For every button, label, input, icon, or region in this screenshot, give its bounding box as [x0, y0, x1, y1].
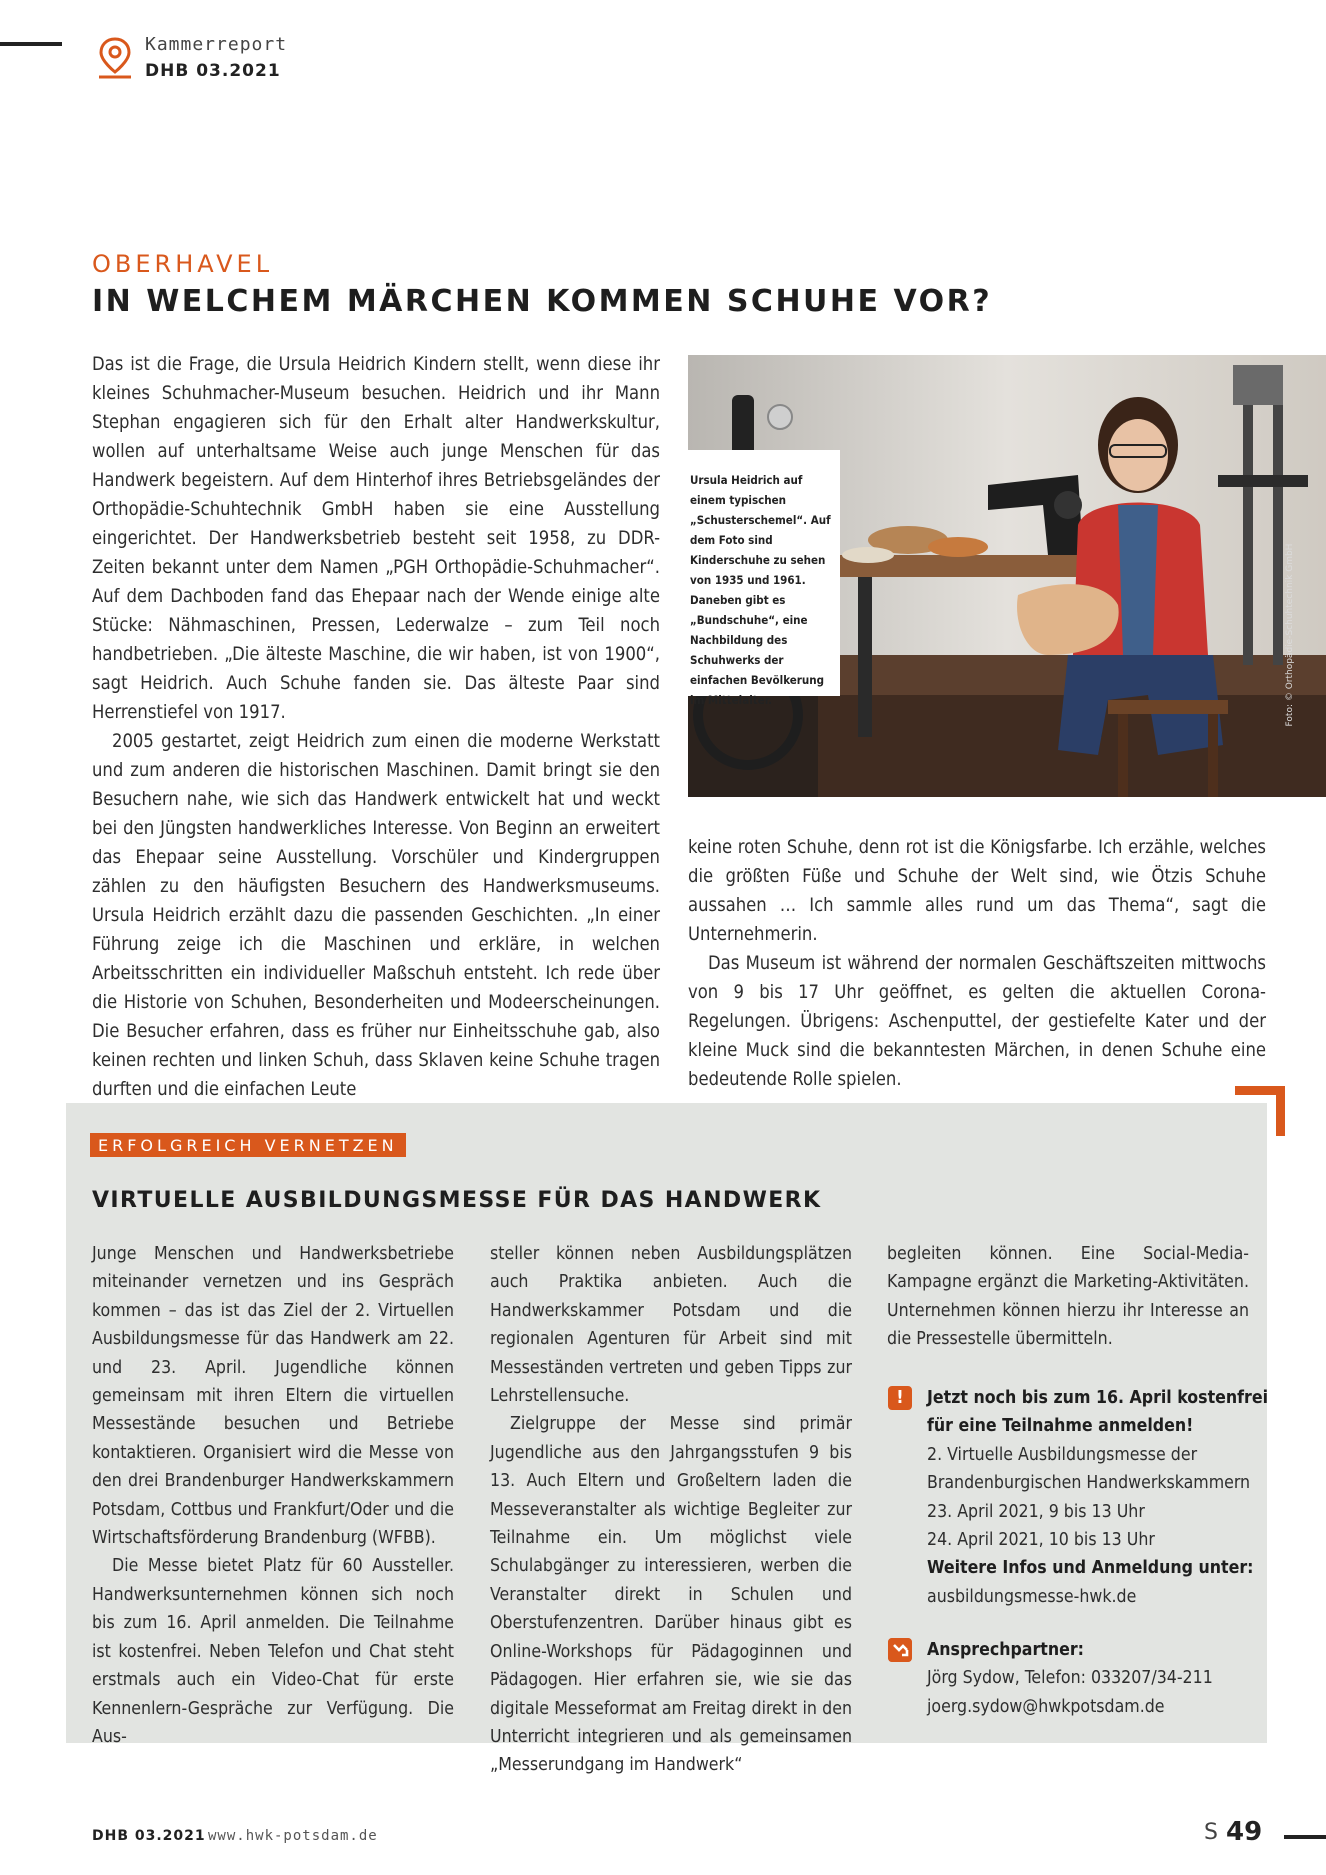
contact-info	[887, 1636, 1247, 1721]
article-paragraph: 2005 gestartet, zeigt Heidrich zum einen die moderne Werkstatt und zum anderen die historischen Maschinen. Damit bringt sie den Besuchern nahe, wie sich das Handwerk entwickelt hat und weckt bei den Jüngsten handwerkliches Interesse. Von Beginn an erweitert das Ehepaar seine Ausstellung. Vorschüler und Kindergruppen zählen zu den häufigsten Besuchern des Handwerksmuseums. Ursula Heidrich erzählt dazu die passenden Geschichten. „In einer Führung zeige ich die Maschinen und erkläre, in welchen Arbeitsschritten ein individueller Maßschuh entsteht. Ich rede über die Historie von Schuhen, Besonderheiten und Modeerscheinungen. Die Besucher erfahren, dass es früher nur Einheitsschuhe gab, also keinen rechten und linken Schuh, dass Sklaven keine Schuhe tragen durften und die einfachen Leute	[92, 731, 660, 1100]
box-paragraph: Die Messe bietet Platz für 60 Aussteller. Handwerksunternehmen können sich noch bis zum 16. April anmelden. Die Teilnahme ist kostenfrei. Neben Telefon und Chat steht erstmals auch ein Video-Chat für erste Kennenlern-Gespräche zur Verfügung. Die Aus-	[92, 1556, 454, 1747]
event-date: 24. April 2021, 10 bis 13 Uhr	[927, 1530, 1155, 1551]
contact-phone: Jörg Sydow, Telefon: 033207/34-211	[927, 1668, 1213, 1689]
box-column-2	[490, 1240, 852, 1780]
box-paragraph: Junge Menschen und Handwerksbetriebe miteinander vernetzen und ins Gespräch kommen – das ist das Ziel der 2. Virtuellen Ausbildungsmesse für das Handwerk am 22. und 23. April. Jugendliche können gemeinsam mit ihren Eltern die virtuellen Messestände besuchen und Betriebe kontaktieren. Organisiert wird die Messe von den drei Brandenburger Handwerkskammern Potsdam, Cottbus und Frankfurt/Oder und die Wirtschaftsförderung Brandenburg (WFBB).	[92, 1244, 454, 1549]
box-corner-accent	[1235, 1086, 1285, 1136]
box-column-3	[887, 1240, 1249, 1354]
box-paragraph: begleiten können. Eine Social-Media-Kampagne ergänzt die Marketing-Aktivitäten. Unternehmen können hierzu ihr Interesse an die Pressestelle übermitteln.	[887, 1244, 1249, 1350]
registration-headline: Jetzt noch bis zum 16. April kostenfrei	[927, 1388, 1269, 1408]
header-issue: DHB 03.2021	[145, 61, 281, 81]
box-paragraph: steller können neben Ausbildungsplätzen auch Praktika anbieten. Auch die Handwerkskammer Potsdam und die regionalen Agenturen für Arbeit sind mit Messeständen vertreten und geben Tipps zur Lehrstellensuche.	[490, 1244, 852, 1407]
box-tag: ERFOLGREICH VERNETZEN	[90, 1133, 406, 1157]
photo-caption: Ursula Heidrich auf einem typischen „Schusterschemel“. Auf dem Foto sind Kinderschuhe zu sehen von 1935 und 1961. Daneben gibt es „Bundschuhe“, eine Nachbildung des Schuhwerks der einfachen Bevölkerung im Mittelalter.	[682, 450, 840, 696]
article-paragraph: Das Museum ist während der normalen Geschäftszeiten mittwochs von 9 bis 17 Uhr geöffnet, es gelten die aktuellen Corona-Regelungen. Übrigens: Aschenputtel, der gestiefelte Kater und der kleine Muck sind die bekanntesten Märchen, in denen Schuhe eine bedeutende Rolle spielen.	[688, 953, 1266, 1090]
contact-email[interactable]: joerg.sydow@hwkpotsdam.de	[927, 1696, 1165, 1717]
article-paragraph: keine roten Schuhe, denn rot ist die Königsfarbe. Ich erzähle, welches die größten Füße und Schuhe der Welt sind, wie Ötzis Schuhe aussahen … Ich sammle alles rund um das Thema“, sagt die Unternehmerin.	[688, 837, 1266, 945]
page-number: 49	[1226, 1817, 1263, 1847]
exclamation-icon: !	[888, 1386, 912, 1410]
footer-rule	[1284, 1835, 1326, 1839]
contact-label: Ansprechpartner:	[927, 1640, 1085, 1660]
article-column-left	[92, 350, 660, 1104]
event-date: 23. April 2021, 9 bis 13 Uhr	[927, 1501, 1145, 1522]
article-region: OBERHAVEL	[92, 250, 274, 278]
footer-issue: DHB 03.2021	[92, 1828, 206, 1844]
article-paragraph: Das ist die Frage, die Ursula Heidrich Kindern stellt, wenn diese ihr kleines Schuhmacher-Museum besuchen. Heidrich und ihr Mann Stephan engagieren sich für den Erhalt alter Handwerkskultur, wollen auf unterhaltsame Weise auch junge Menschen für das Handwerk begeistern. Auf dem Hinterhof ihres Betriebsgeländes der Orthopädie-Schuhtechnik GmbH haben sie eine Ausstellung eingerichtet. Der Handwerksbetrieb besteht seit 1958, zu DDR-Zeiten bekannt unter dem Namen „PGH Orthopädie-Schuhmacher“. Auf dem Dachboden fand das Ehepaar nach der Wende einige alte Stücke: Nähmaschinen, Pressen, Lederwalze – zum Teil noch handbetrieben. „Die älteste Maschine, die wir haben, ist von 1900“, sagt Heidrich. Auch Schuhe fanden sie. Das älteste Paar sind Herrenstiefel von 1917.	[92, 354, 660, 723]
box-column-1	[92, 1240, 454, 1751]
arrow-icon	[888, 1638, 912, 1662]
footer-url[interactable]: www.hwk-potsdam.de	[208, 1828, 378, 1844]
header-kicker: Kammerreport	[145, 34, 288, 55]
article-column-right	[688, 833, 1266, 1094]
photo-credit: Foto: © Orthopädie-Schuhtechnik GmbH	[1285, 543, 1295, 727]
box-title: VIRTUELLE AUSBILDUNGSMESSE FÜR DAS HANDWERK	[92, 1188, 822, 1213]
registration-info	[887, 1384, 1269, 1611]
event-name: Brandenburgischen Handwerkskammern	[927, 1473, 1251, 1494]
registration-link[interactable]: ausbildungsmesse-hwk.de	[927, 1586, 1137, 1607]
box-paragraph: Zielgruppe der Messe sind primär Jugendliche aus den Jahrgangsstufen 9 bis 13. Auch Eltern und Großeltern laden die Messeveranstalter als wichtige Begleiter zur Teilnahme ein. Um möglichst viele Schulabgänger zu interessieren, werben die Veranstalter direkt in Schulen und Oberstufenzentren. Darüber hinaus gibt es Online-Workshops für Pädagoginnen und Pädagogen. Hier erfahren sie, wie sie das digitale Messeformat am Freitag direkt in den Unterricht integrieren und als gemeinsamen „Messerundgang im Handwerk“	[490, 1414, 852, 1776]
article-headline: IN WELCHEM MÄRCHEN KOMMEN SCHUHE VOR?	[92, 284, 993, 319]
header-rule	[0, 42, 62, 46]
more-info-label: Weitere Infos und Anmeldung unter:	[927, 1558, 1254, 1579]
registration-headline: für eine Teilnahme anmelden!	[927, 1416, 1194, 1437]
location-pin-icon	[96, 36, 134, 80]
event-name: 2. Virtuelle Ausbildungsmesse der	[927, 1444, 1198, 1465]
footer-page-prefix: S	[1204, 1820, 1218, 1845]
